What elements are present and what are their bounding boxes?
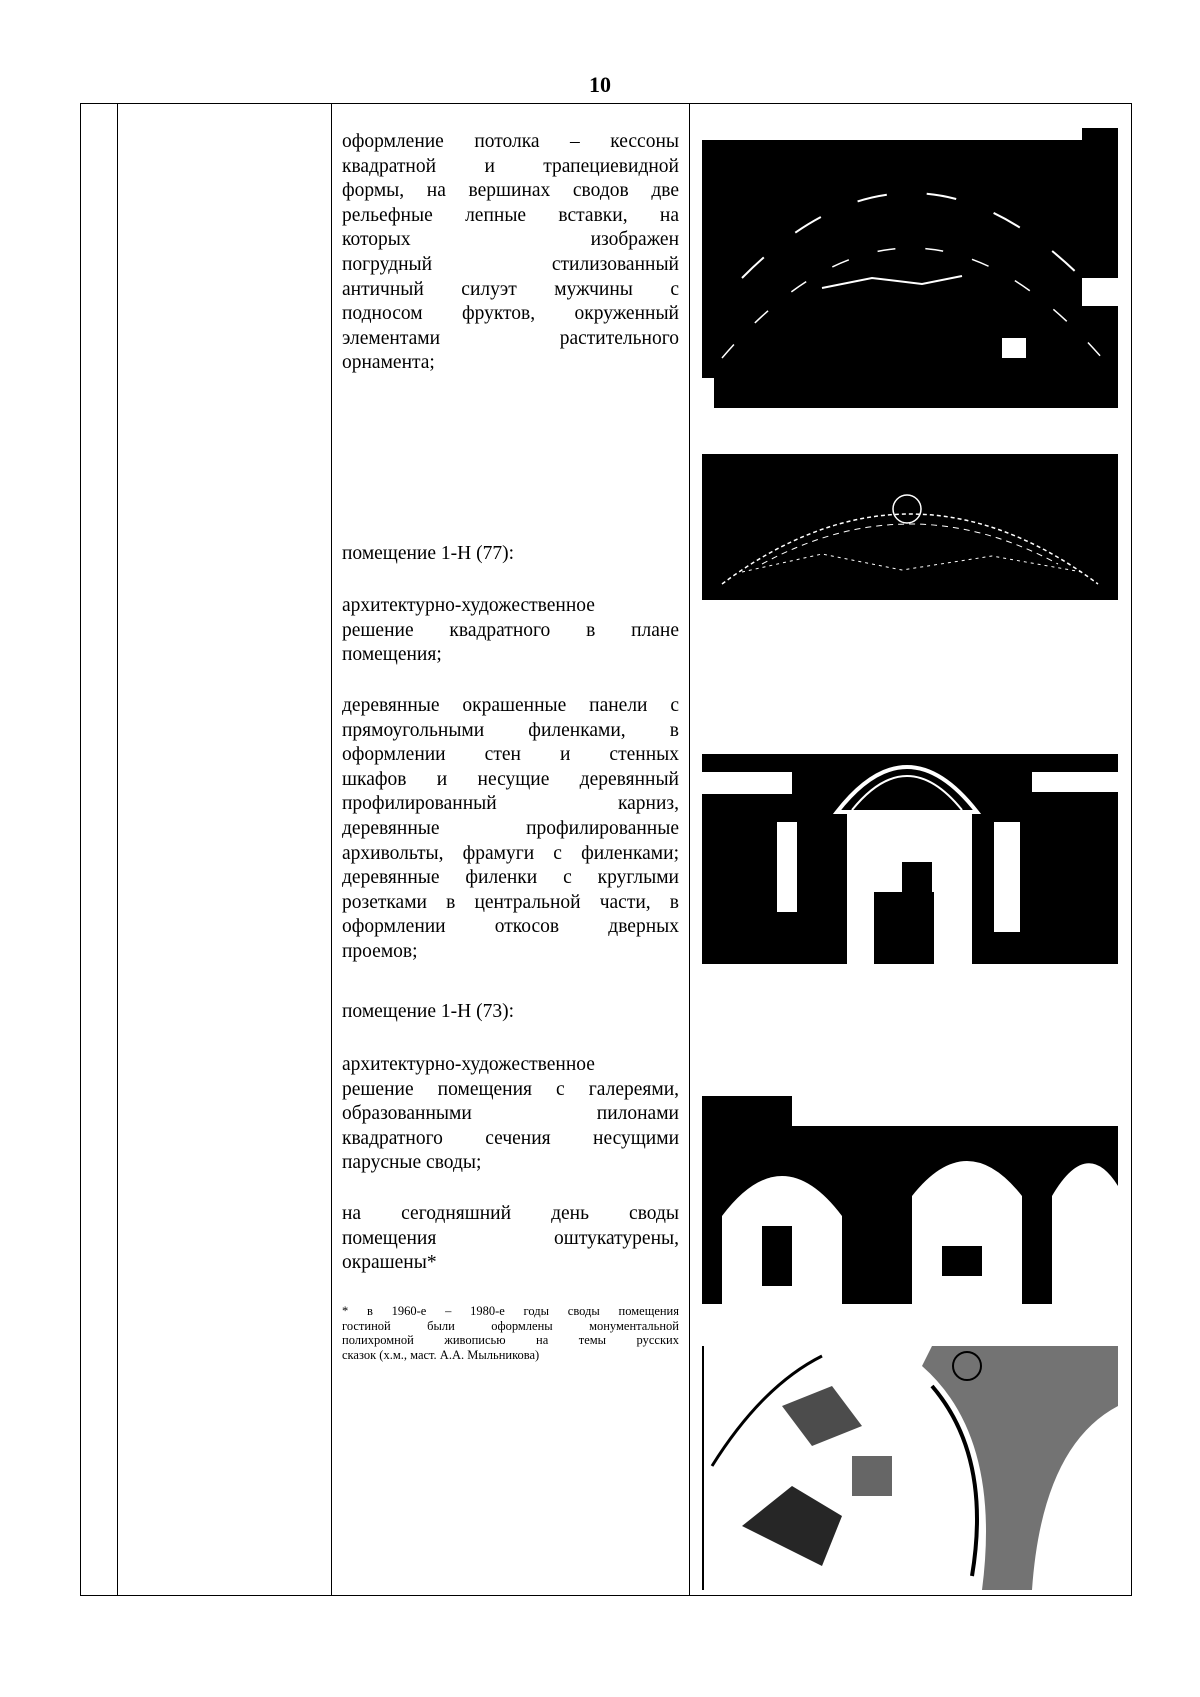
text-line: архитектурно-художественное — [342, 1054, 595, 1075]
text-line: парусные своды; — [342, 1152, 482, 1174]
room-77-heading — [342, 542, 679, 567]
room-73-heading — [342, 1000, 679, 1025]
photo-gallery-arches — [702, 1076, 1118, 1320]
ceiling-description — [342, 130, 679, 376]
text-line: проемов; — [342, 940, 418, 962]
text-line: гостиной были оформлены монументальной — [342, 1318, 679, 1333]
text-line: решение квадратного в плане — [342, 619, 679, 641]
text-line: квадратного сечения несущими — [342, 1127, 679, 1149]
text-line: полихромной живописью на темы русских — [342, 1333, 679, 1347]
text-line: архитектурно-художественное — [342, 595, 595, 616]
text-line: погрудный стилизованный — [342, 253, 679, 275]
photo-wooden-panels — [702, 712, 1118, 964]
text-line: шкафов и несущие деревянный — [342, 768, 679, 790]
page-number: 10 — [589, 72, 611, 97]
text-line: деревянные окрашенные панели с — [342, 695, 679, 716]
text-line: орнамента; — [342, 352, 435, 374]
text-line: розетками в центральной части, в — [342, 891, 679, 913]
text-line: подносом фруктов, окруженный — [342, 303, 679, 325]
text-line: архивольты, фрамуги с филенками; — [342, 842, 679, 864]
text-line: которых изображен — [342, 229, 679, 251]
photo-arch-relief — [702, 454, 1118, 600]
text-line: античный силуэт мужчины с — [342, 278, 679, 300]
text-line: профилированный карниз, — [342, 793, 679, 815]
text-line: помещения оштукатурены, — [342, 1227, 679, 1249]
panels-description — [342, 694, 679, 965]
photo-ceiling-coffers — [702, 128, 1118, 424]
text-line: помещение 1-Н (77): — [342, 543, 514, 564]
text-line: решение помещения с галереями, — [342, 1078, 679, 1100]
text-line: деревянные профилированные — [342, 817, 679, 839]
text-line: элементами растительного — [342, 327, 679, 349]
text-line: прямоугольными филенками, в — [342, 719, 679, 741]
text-line: помещения; — [342, 644, 442, 666]
text-line: оформлении стен и стенных — [342, 744, 679, 766]
vaults-today — [342, 1202, 679, 1276]
footnote — [342, 1304, 679, 1362]
photo-painted-vaults — [702, 1346, 1118, 1590]
column-divider — [331, 104, 332, 1595]
room-73-decision — [342, 1053, 679, 1176]
text-line: оформление потолка – кессоны — [342, 131, 679, 152]
room-77-decision — [342, 594, 679, 668]
text-line: помещение 1-Н (73): — [342, 1001, 514, 1022]
column-divider — [117, 104, 118, 1595]
column-divider — [689, 104, 690, 1595]
text-line: деревянные филенки с круглыми — [342, 867, 679, 889]
text-line: рельефные лепные вставки, на — [342, 204, 679, 226]
text-line: квадратной и трапециевидной — [342, 155, 679, 177]
text-line: окрашены* — [342, 1252, 437, 1274]
text-line: * в 1960-е – 1980-е годы своды помещения — [342, 1304, 679, 1318]
text-line: образованными пилонами — [342, 1103, 679, 1125]
text-line: формы, на вершинах сводов две — [342, 180, 679, 202]
text-line: оформлении откосов дверных — [342, 916, 679, 938]
text-line: сказок (х.м., маст. А.А. Мыльникова) — [342, 1347, 540, 1362]
text-line: на сегодняшний день своды — [342, 1203, 679, 1224]
